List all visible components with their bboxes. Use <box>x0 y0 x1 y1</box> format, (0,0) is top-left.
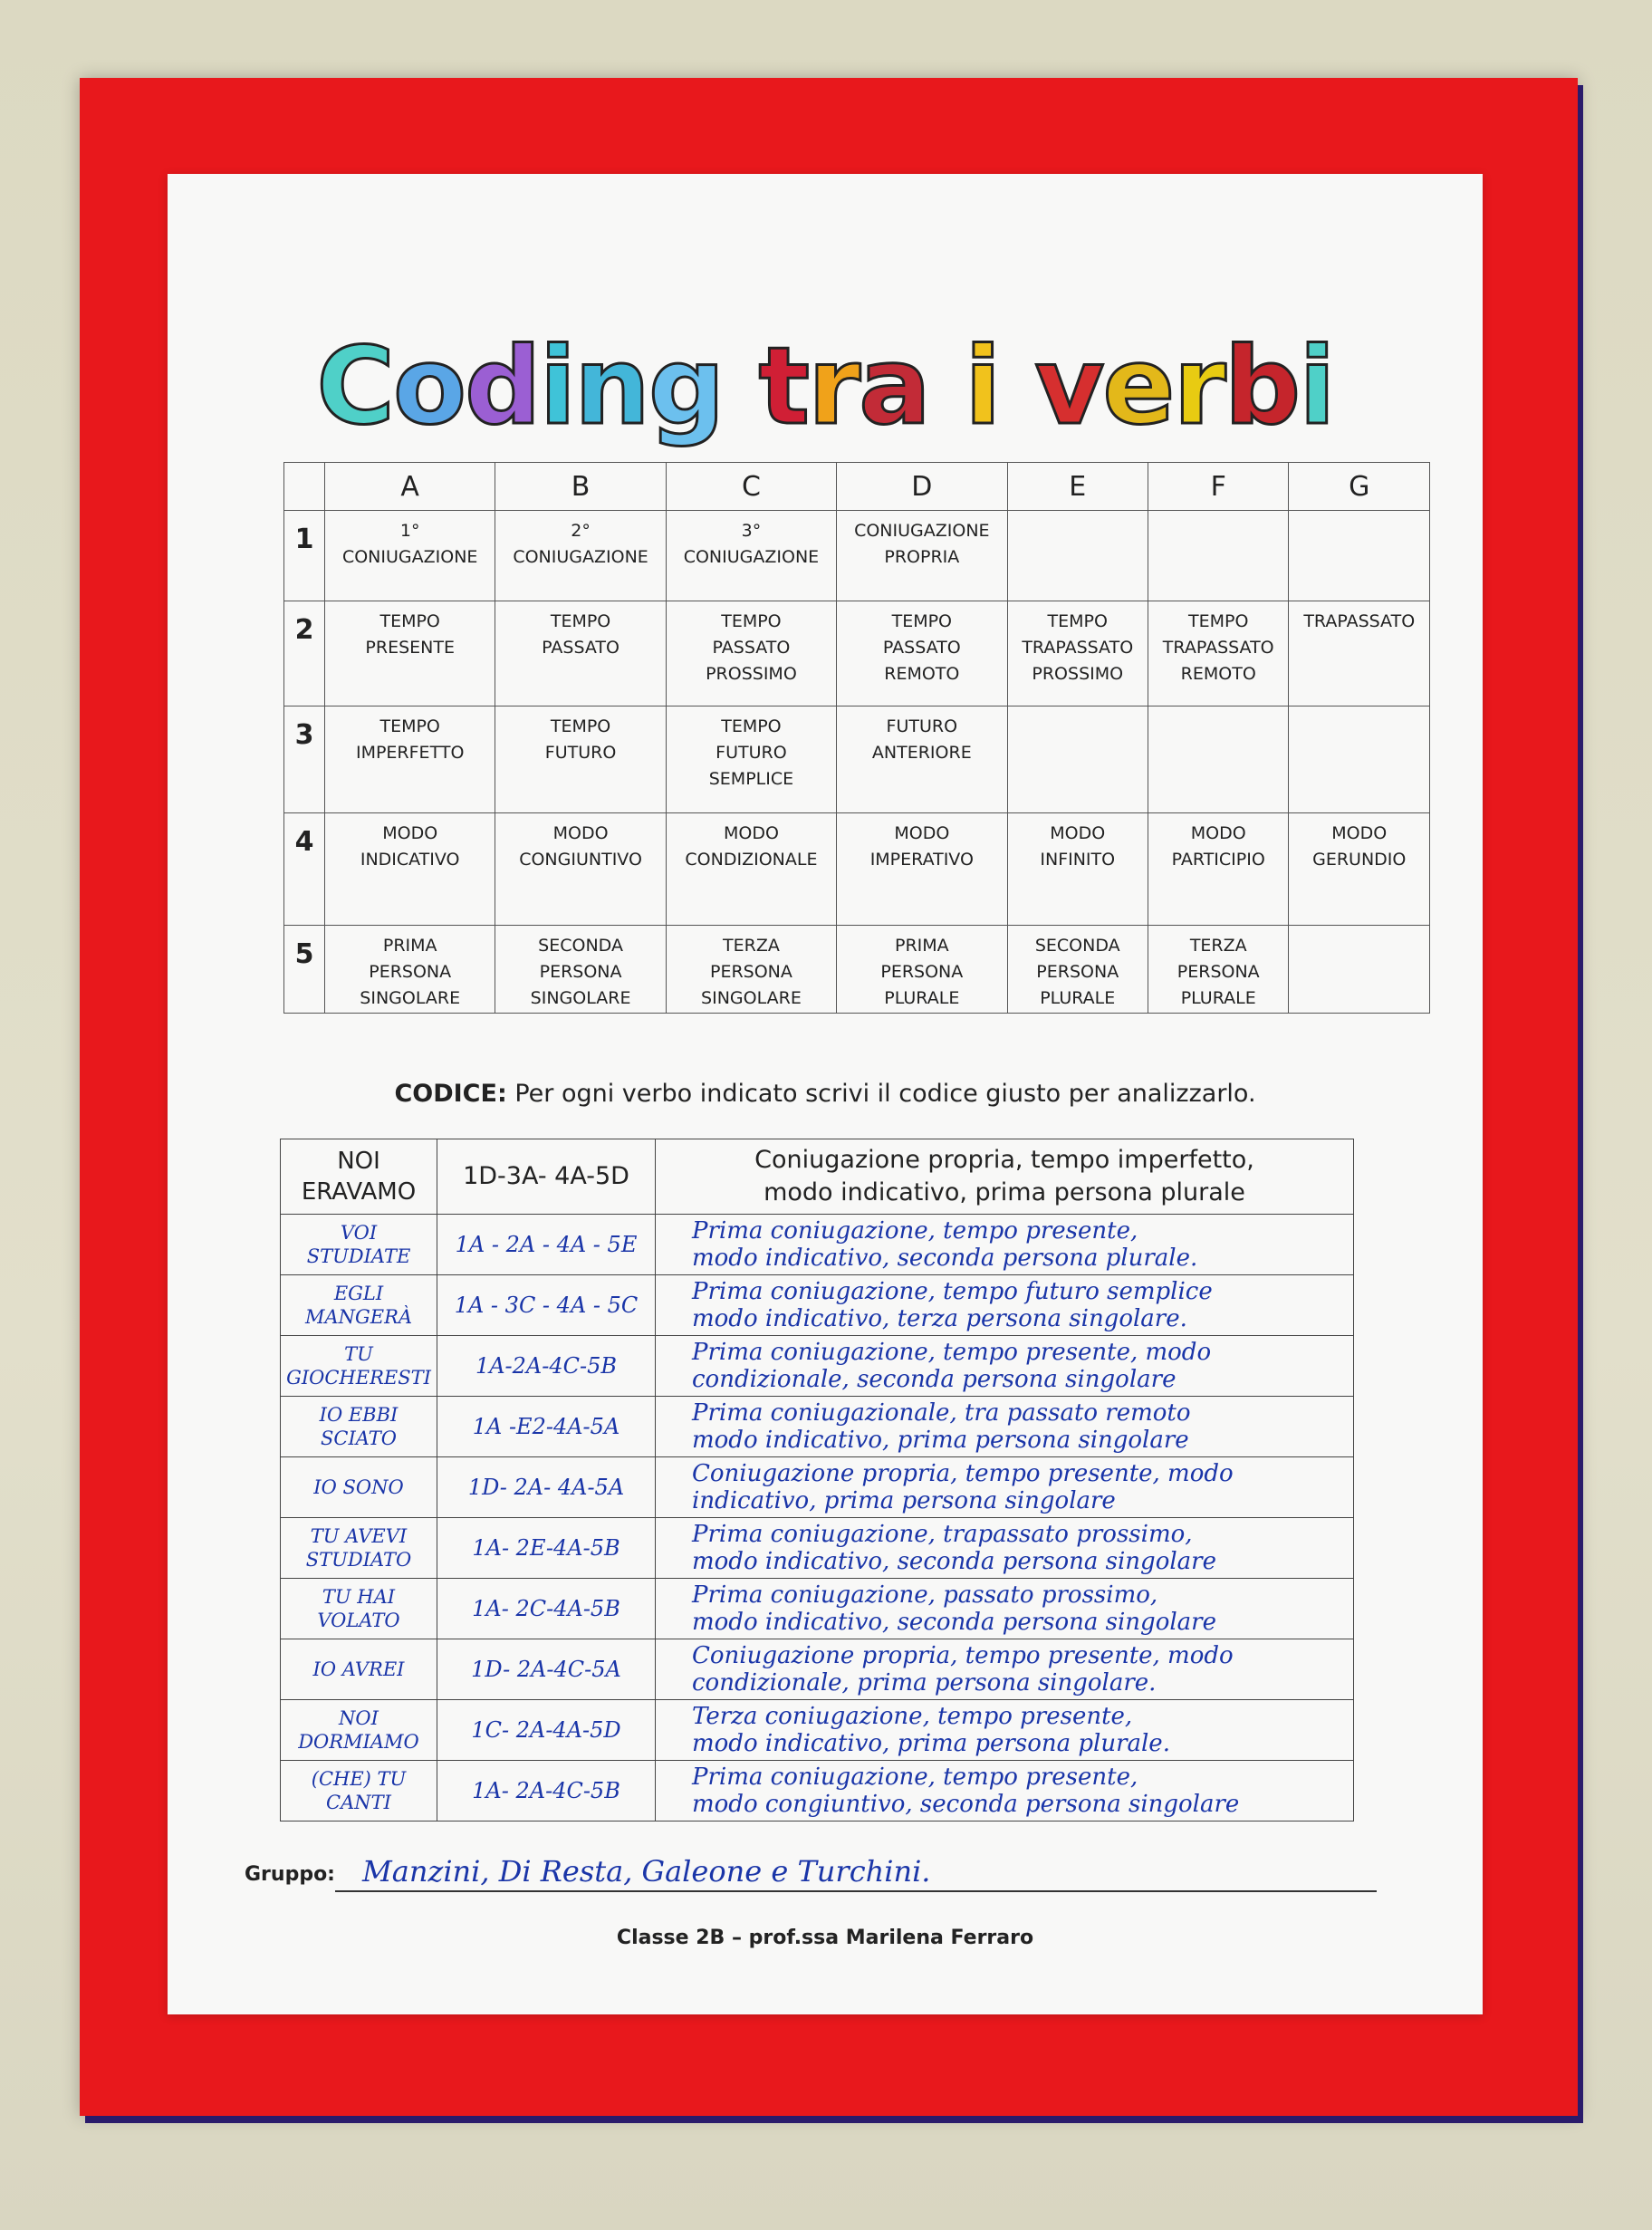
answer-row <box>281 1275 1354 1336</box>
grid-cell <box>1289 706 1430 813</box>
grid-row <box>284 926 1430 1014</box>
answer-verb: TU GIOCHERESTI <box>281 1336 437 1397</box>
grid-cell: TEMPO PASSATO REMOTO <box>837 601 1007 706</box>
answer-analysis: Prima coniugazione, passato prossimo, modo indicativo, seconda persona singolare <box>656 1579 1354 1639</box>
answer-analysis: Prima coniugazione, tempo presente, modo congiuntivo, seconda persona singolare <box>656 1761 1354 1821</box>
grid-row <box>284 511 1430 601</box>
answer-row <box>281 1700 1354 1761</box>
grid-cell: SECONDA PERSONA PLURALE <box>1007 926 1148 1014</box>
answers-table <box>280 1139 1354 1821</box>
answer-analysis: Prima coniugazione, tempo futuro semplice modo indicativo, terza persona singolare. <box>656 1275 1354 1336</box>
grid-row-number: 1 <box>284 511 325 601</box>
grid-header-cell <box>284 463 325 511</box>
grid-cell <box>1148 511 1288 601</box>
grid-header-cell: D <box>837 463 1007 511</box>
grid-row-number: 5 <box>284 926 325 1014</box>
title-word-i: i <box>964 323 1000 448</box>
gruppo-value: Manzini, Di Resta, Galeone e Turchini. <box>362 1854 931 1889</box>
title-word-tra: tra <box>758 323 929 448</box>
answer-row <box>281 1457 1354 1518</box>
class-footer: Classe 2B – prof.ssa Marilena Ferraro <box>616 1927 1034 1949</box>
grid-cell: TEMPO PRESENTE <box>325 601 495 706</box>
answer-row <box>281 1518 1354 1579</box>
grid-cell <box>1148 706 1288 813</box>
grid-cell: MODO INFINITO <box>1007 813 1148 926</box>
grid-cell <box>1289 511 1430 601</box>
answer-verb: EGLI MANGERÀ <box>281 1275 437 1336</box>
answer-row <box>281 1397 1354 1457</box>
grid-cell <box>1007 706 1148 813</box>
grid-cell: TEMPO FUTURO SEMPLICE <box>666 706 836 813</box>
answer-analysis: Coniugazione propria, tempo presente, modo condizionale, prima persona singolare. <box>656 1639 1354 1700</box>
verb-code-grid <box>283 462 1430 1014</box>
grid-row-number: 4 <box>284 813 325 926</box>
grid-header-cell: F <box>1148 463 1288 511</box>
grid-cell: PRIMA PERSONA SINGOLARE <box>325 926 495 1014</box>
grid-cell: TEMPO IMPERFETTO <box>325 706 495 813</box>
grid-row-number: 3 <box>284 706 325 813</box>
answer-code: 1A - 2A - 4A - 5E <box>437 1215 656 1275</box>
answer-verb: TU AVEVI STUDIATO <box>281 1518 437 1579</box>
grid-cell: MODO IMPERATIVO <box>837 813 1007 926</box>
answer-verb: (CHE) TU CANTI <box>281 1761 437 1821</box>
answer-verb: NOI DORMIAMO <box>281 1700 437 1761</box>
answer-verb: IO SONO <box>281 1457 437 1518</box>
answer-verb: IO AVREI <box>281 1639 437 1700</box>
example-row <box>281 1139 1354 1215</box>
answer-verb: IO EBBI SCIATO <box>281 1397 437 1457</box>
grid-row <box>284 813 1430 926</box>
grid-cell: SECONDA PERSONA SINGOLARE <box>495 926 666 1014</box>
grid-header-row <box>284 463 1430 511</box>
grid-cell: CONIUGAZIONE PROPRIA <box>837 511 1007 601</box>
grid-cell: TRAPASSATO <box>1289 601 1430 706</box>
gruppo-underline <box>335 1890 1377 1892</box>
answer-row <box>281 1336 1354 1397</box>
answer-verb: VOI STUDIATE <box>281 1215 437 1275</box>
grid-cell: 1° CONIUGAZIONE <box>325 511 495 601</box>
grid-cell: TERZA PERSONA PLURALE <box>1148 926 1288 1014</box>
gruppo-field <box>245 1854 1377 1889</box>
grid-cell: TEMPO TRAPASSATO PROSSIMO <box>1007 601 1148 706</box>
answer-row <box>281 1761 1354 1821</box>
grid-cell: MODO PARTICIPIO <box>1148 813 1288 926</box>
answer-code: 1A-2A-4C-5B <box>437 1336 656 1397</box>
answer-analysis: Coniugazione propria, tempo presente, modo indicativo, prima persona singolare <box>656 1457 1354 1518</box>
title-word-coding: Coding <box>316 323 724 448</box>
answer-row <box>281 1215 1354 1275</box>
answer-row <box>281 1639 1354 1700</box>
grid-row <box>284 601 1430 706</box>
grid-header-cell: C <box>666 463 836 511</box>
gruppo-label: Gruppo: <box>245 1863 335 1886</box>
codice-instructions <box>168 1080 1483 1108</box>
codice-text: Per ogni verbo indicato scrivi il codice giusto per analizzarlo. <box>514 1080 1256 1108</box>
answer-code: 1A- 2A-4C-5B <box>437 1761 656 1821</box>
grid-cell: 3° CONIUGAZIONE <box>666 511 836 601</box>
answer-code: 1D- 2A- 4A-5A <box>437 1457 656 1518</box>
answer-code: 1A- 2E-4A-5B <box>437 1518 656 1579</box>
grid-cell: 2° CONIUGAZIONE <box>495 511 666 601</box>
grid-cell: PRIMA PERSONA PLURALE <box>837 926 1007 1014</box>
grid-cell: TEMPO PASSATO PROSSIMO <box>666 601 836 706</box>
grid-cell: MODO CONDIZIONALE <box>666 813 836 926</box>
answer-code: 1A -E2-4A-5A <box>437 1397 656 1457</box>
grid-header-cell: B <box>495 463 666 511</box>
grid-row <box>284 706 1430 813</box>
grid-cell: MODO CONGIUNTIVO <box>495 813 666 926</box>
grid-row-number: 2 <box>284 601 325 706</box>
answer-code: 1C- 2A-4A-5D <box>437 1700 656 1761</box>
grid-cell: TEMPO TRAPASSATO REMOTO <box>1148 601 1288 706</box>
answer-verb: TU HAI VOLATO <box>281 1579 437 1639</box>
grid-cell <box>1289 926 1430 1014</box>
grid-cell: TEMPO PASSATO <box>495 601 666 706</box>
answer-analysis: Terza coniugazione, tempo presente, modo indicativo, prima persona plurale. <box>656 1700 1354 1761</box>
grid-cell: TEMPO FUTURO <box>495 706 666 813</box>
answer-analysis: Prima coniugazionale, tra passato remoto modo indicativo, prima persona singolare <box>656 1397 1354 1457</box>
grid-cell: MODO INDICATIVO <box>325 813 495 926</box>
answer-analysis: Prima coniugazione, tempo presente, modo indicativo, seconda persona plurale. <box>656 1215 1354 1275</box>
answer-code: 1A - 3C - 4A - 5C <box>437 1275 656 1336</box>
grid-cell: MODO GERUNDIO <box>1289 813 1430 926</box>
codice-label: CODICE: <box>394 1080 507 1108</box>
answer-code: 1D- 2A-4C-5A <box>437 1639 656 1700</box>
answer-analysis: Prima coniugazione, trapassato prossimo, modo indicativo, seconda persona singolare <box>656 1518 1354 1579</box>
answer-analysis: Prima coniugazione, tempo presente, modo condizionale, seconda persona singolare <box>656 1336 1354 1397</box>
grid-cell <box>1007 511 1148 601</box>
answer-row <box>281 1579 1354 1639</box>
example-code: 1D-3A- 4A-5D <box>437 1139 656 1215</box>
title-word-verbi: verbi <box>1034 323 1334 448</box>
grid-cell: FUTURO ANTERIORE <box>837 706 1007 813</box>
worksheet-title <box>168 323 1483 448</box>
grid-header-cell: G <box>1289 463 1430 511</box>
grid-header-cell: A <box>325 463 495 511</box>
grid-header-cell: E <box>1007 463 1148 511</box>
grid-cell: TERZA PERSONA SINGOLARE <box>666 926 836 1014</box>
answer-code: 1A- 2C-4A-5B <box>437 1579 656 1639</box>
example-analysis: Coniugazione propria, tempo imperfetto, modo indicativo, prima persona plurale <box>656 1139 1354 1215</box>
example-verb: NOI ERAVAMO <box>281 1139 437 1215</box>
worksheet-page <box>168 174 1483 2014</box>
